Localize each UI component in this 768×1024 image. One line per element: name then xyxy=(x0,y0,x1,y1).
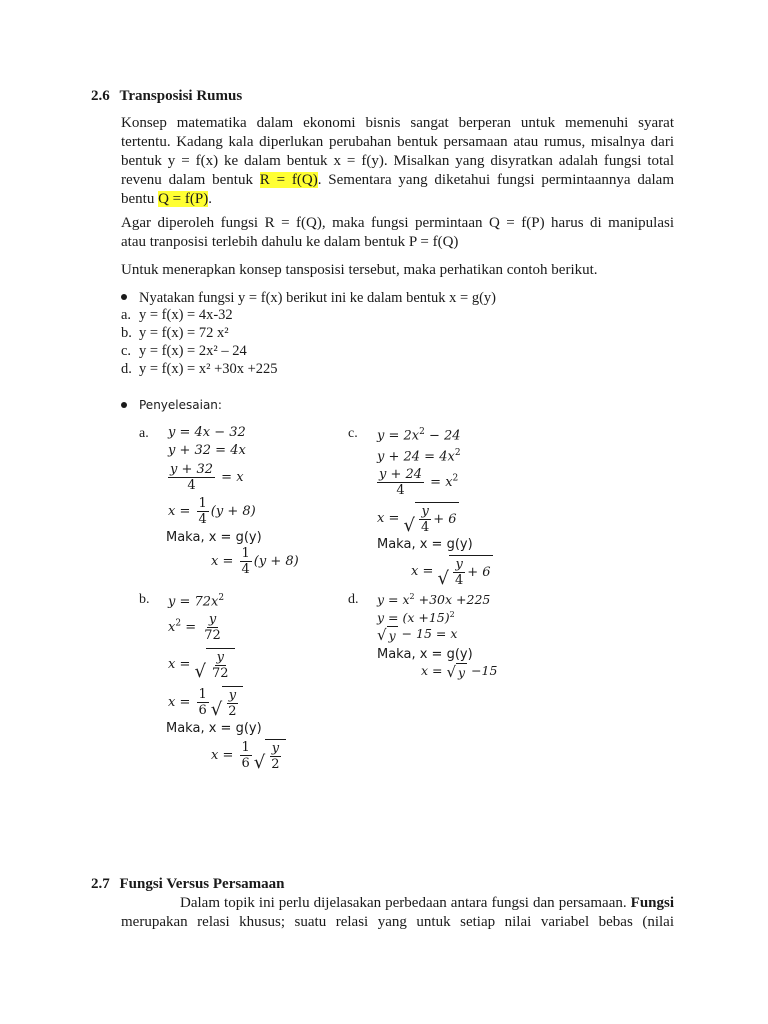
eq-d-1: $y = x^2 +30x +225$ xyxy=(377,592,491,608)
highlight-r-fq: R = f(Q) xyxy=(259,172,318,188)
result-label-a: Maka, x = g(y) xyxy=(166,530,262,545)
list-item xyxy=(121,324,278,342)
para-line: atau tranposisi terlebih dahulu ke dalam bentuk P = f(Q) xyxy=(121,234,459,250)
list-item xyxy=(121,342,278,360)
eq-a-1: y = 4x − 32 xyxy=(168,425,246,440)
item-label: c. xyxy=(121,343,132,359)
para-line: bentuk y = f(x) ke dalam bentuk x = f(y). Misalkan yang disyratkan adalah fungsi total xyxy=(121,153,674,169)
section-heading-2-7 xyxy=(91,876,285,893)
bold-term: Fungsi xyxy=(630,895,675,911)
solution-label-a: a. xyxy=(139,426,149,441)
eq-a-result: x = $\frac{1}{4}$ (y + 8) xyxy=(211,546,299,577)
item-text: y = f(x) = 72 x² xyxy=(139,325,229,341)
bullet-text: Penyelesaian: xyxy=(139,398,222,412)
eq-c-4: x = √ $\frac{y}{4}$ + 6 xyxy=(377,504,457,536)
para-line xyxy=(121,894,674,913)
bullet-solution xyxy=(121,398,222,412)
solution-label-d: d. xyxy=(348,592,359,607)
item-label: b. xyxy=(121,325,132,341)
solution-label-b: b. xyxy=(139,592,150,607)
text: revenu dalam bentuk xyxy=(121,172,260,188)
result-label-d: Maka, x = g(y) xyxy=(377,647,473,662)
eq-d-result: x = √ y −15 xyxy=(421,663,498,681)
item-text: y = f(x) = 2x² – 24 xyxy=(139,343,247,359)
eq-b-4: x = $\frac{1}{6}$ √ $\frac{y}{2}$ xyxy=(168,686,243,719)
text: . Sementara yang diketahui fungsi permintaannya dalam xyxy=(317,172,674,188)
eq-b-2: $x^2$ = $\frac{y}{72}$ xyxy=(168,612,221,643)
text: bentu xyxy=(121,191,159,207)
para-line xyxy=(121,190,674,209)
para-line: Konsep matematika dalam ekonomi bisnis sangat berperan untuk memenuhi syarat xyxy=(121,115,674,131)
result-label-b: Maka, x = g(y) xyxy=(166,721,262,736)
section-title: Transposisi Rumus xyxy=(119,88,243,104)
eq-a-4: x = $\frac{1}{4}$ (y + 8) xyxy=(168,496,256,527)
para-line: merupakan relasi khusus; suatu relasi yang untuk setiap nilai variabel bebas (nilai xyxy=(121,914,674,930)
eq-c-1: $y = 2x^2 - 24$ xyxy=(377,427,461,444)
section-number: 2.7 xyxy=(91,876,110,892)
eq-d-2: $y = (x +15)^2$ xyxy=(377,610,455,626)
eq-c-2: $y + 24 = 4x^2$ xyxy=(377,448,461,465)
bullet-text: Nyatakan fungsi y = f(x) berikut ini ke dalam bentuk x = g(y) xyxy=(139,290,497,306)
bullet-icon xyxy=(121,402,127,408)
eq-b-3: x = √ $\frac{y}{72}$ xyxy=(168,648,235,681)
para-line: tertentu. Kadang kala diperlukan perubahan bentuk persamaan atau rumus, misalnya dari xyxy=(121,134,674,150)
paragraph-example-intro: Untuk menerapkan konsep tansposisi tersebut, maka perhatikan contoh berikut. xyxy=(121,262,598,278)
eq-b-result: x = $\frac{1}{6}$ √ $\frac{y}{2}$ xyxy=(211,739,286,772)
eq-a-3: $\frac{y + 32}{4}$ = x xyxy=(170,462,244,493)
para-line: Agar diperoleh fungsi R = f(Q), maka fungsi permintaan Q = f(P) harus di manipulasi xyxy=(121,215,674,231)
para-line xyxy=(121,171,674,190)
paragraph-transposition xyxy=(121,214,674,252)
paragraph-intro xyxy=(121,114,674,209)
item-label: d. xyxy=(121,361,132,377)
section-number: 2.6 xyxy=(91,88,110,104)
bullet-instruction xyxy=(121,289,496,307)
text: . xyxy=(208,191,212,207)
eq-a-2: y + 32 = 4x xyxy=(168,443,246,458)
section-title: Fungsi Versus Persamaan xyxy=(119,876,285,892)
eq-c-result: x = √ $\frac{y}{4}$ + 6 xyxy=(411,557,491,589)
list-item xyxy=(121,360,278,378)
eq-b-1: $y = 72x^2$ xyxy=(168,593,225,610)
item-text: y = f(x) = 4x-32 xyxy=(139,307,233,323)
problem-list xyxy=(121,306,278,378)
section-heading-2-6 xyxy=(91,88,242,105)
highlight-q-fp: Q = f(P) xyxy=(158,191,209,207)
paragraph-fungsi xyxy=(121,894,674,932)
list-item xyxy=(121,306,278,324)
item-text: y = f(x) = x² +30x +225 xyxy=(139,361,278,377)
text: Dalam topik ini perlu dijelasakan perbedaan antara fungsi dan persamaan. xyxy=(180,895,627,911)
result-label-c: Maka, x = g(y) xyxy=(377,537,473,552)
item-label: a. xyxy=(121,307,132,323)
bullet-icon xyxy=(121,294,127,300)
solution-label-c: c. xyxy=(348,426,358,441)
eq-d-3: √ y − 15 = x xyxy=(377,626,458,644)
eq-c-3: $\frac{y + 24}{4}$ = $x^2$ xyxy=(379,467,459,498)
